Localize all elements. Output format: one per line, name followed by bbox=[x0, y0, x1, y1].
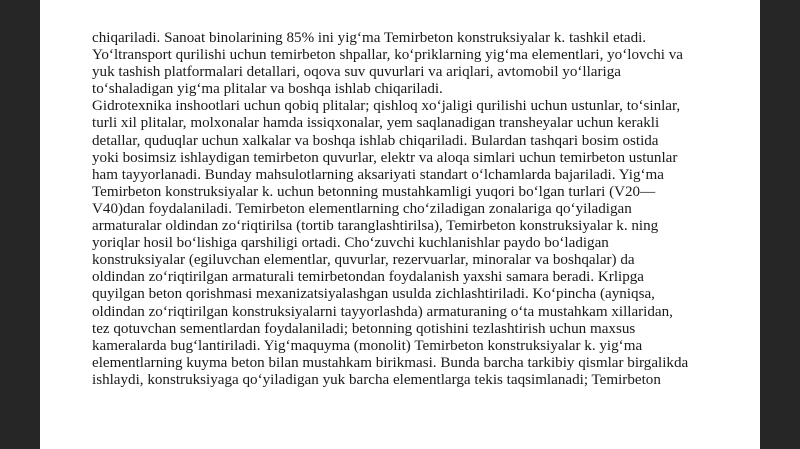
document-page bbox=[40, 0, 760, 449]
text-line: yoki bosimsiz ishlaydigan temirbeton quvurlar, elektr va aloqa simlari uchun temirbeton ustunlar bbox=[92, 149, 678, 166]
text-line: elementlarning kuyma beton bilan mustahkam birikmasi. Bunda barcha tarkibiy qismlar birgalikda bbox=[92, 354, 689, 371]
text-line: to‘shaladigan yig‘ma plitalar va boshqa ishlab chiqariladi. bbox=[92, 81, 443, 98]
text-line: quyilgan beton qorishmasi mexanizatsiyalashgan usulda zichlashtiriladi. Ko‘pincha (ayniqsa, bbox=[92, 286, 655, 303]
text-line: chiqariladi. Sanoat binolarining 85% ini yig‘ma Temirbeton konstruksiyalar k. tashkil etadi. bbox=[92, 30, 647, 46]
text-line: yuk tashish platformalari detallari, oqova suv quvurlari va ariqlari, avtomobil yo‘llariga bbox=[92, 64, 621, 81]
text-line: oldindan zo‘riqtirilgan konstruksiyalarni tayyorlashda) armaturaning o‘ta mustahkam xillaridan, bbox=[92, 303, 673, 320]
text-line: turli xil plitalar, molxonalar hamda issiqxonalar, yem saqlanadigan transheyalar uchun kerakli bbox=[92, 115, 660, 132]
text-line: kameralarda bug‘lantiriladi. Yig‘maquyma (monolit) Temirbeton konstruksiyalar k. yig‘ma bbox=[92, 337, 643, 354]
text-line: armaturalar oldindan zo‘riqtirilsa (tortib taranglashtirilsa), Temirbeton konstruksiyalar k. ning bbox=[92, 218, 659, 235]
text-line: oldindan zo‘riqtirilgan armaturali temirbetondan foydalanish yaxshi samara beradi. Krlipga bbox=[92, 269, 644, 286]
body-text bbox=[92, 30, 752, 389]
text-line: Temirbeton konstruksiyalar k. uchun betonning mustahkamligi yuqori bo‘lgan turlari (V20— bbox=[92, 183, 656, 200]
text-line: tez qotuvchan sementlardan foydalaniladi; betonning qotishini tezlashtirish uchun maxsus bbox=[92, 320, 636, 337]
text-line: ishlaydi, konstruksiyaga qo‘yiladigan yuk barcha elementlarga tekis taqsimlanadi; Temirbeton bbox=[92, 371, 661, 388]
text-line: Yo‘ltransport qurilishi uchun temirbeton shpallar, ko‘priklarning yig‘ma elementlari, yo‘lovchi va bbox=[92, 47, 683, 64]
right-letterbox bbox=[760, 0, 800, 449]
text-line: ham tayyorlanadi. Bunday mahsulotlarning aksariyati standart o‘lchamlarda bajariladi. Yig‘ma bbox=[92, 166, 664, 183]
text-line: V40)dan foydalaniladi. Temirbeton elementlarning cho‘ziladigan zonalariga qo‘yiladigan bbox=[92, 200, 632, 217]
left-letterbox bbox=[0, 0, 40, 449]
text-line: yoriqlar hosil bo‘lishiga qarshiligi ortadi. Cho‘zuvchi kuchlanishlar paydo bo‘ladigan bbox=[92, 235, 609, 252]
text-line: konstruksiyalar (egiluvchan elementlar, quvurlar, rezervuarlar, minoralar va boshqalar) da bbox=[92, 252, 635, 269]
text-line: detallar, quduqlar uchun xalkalar va boshqa ishlab chiqariladi. Bulardan tashqari bosim ostida bbox=[92, 132, 659, 149]
text-line: Gidrotexnika inshootlari uchun qobiq plitalar; qishloq xo‘jaligi qurilishi uchun ustunlar, to‘sinlar, bbox=[92, 98, 681, 115]
